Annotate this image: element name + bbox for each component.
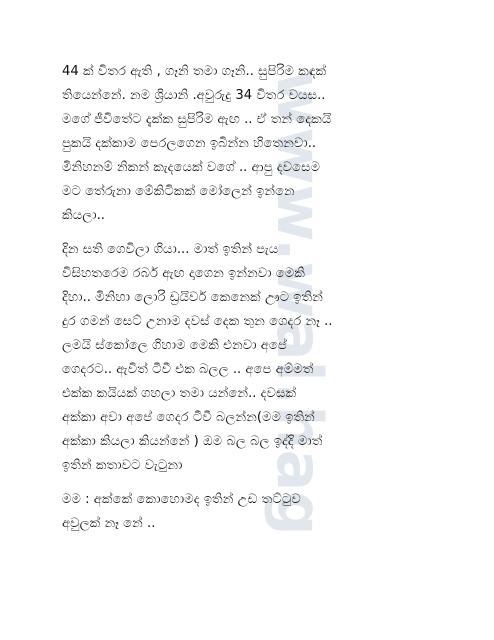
text-line: අවුලක් නෑ නේ .. (62, 516, 156, 531)
text-line: ගෙදරට.. ඇවිත් ටීවී එක බලල .. අපෙ අම්මත් (62, 362, 314, 377)
text-line: ලමයි ස්කෝලෙ ගිහාම මෙකි එනවා අපේ (62, 338, 287, 353)
text-line: අක්කා අවා අපේ ගෙදර ටීවී බලන්න(මම ඉතින් (62, 410, 315, 425)
text-line: මිනිහනම් නිකන් කැදයෙක් වගේ .. ආපු දවසෙම (62, 160, 321, 175)
text-line: 44 ක් විතර ඇති , ගෑනි තමා ගෑනි.. සුපිරිම කඳක් (62, 64, 327, 79)
text-line: කියලා.. (62, 208, 105, 223)
text-line: දුර ගමන් සෙට් උනාම දවස් දෙක තුන ගෙදර නෑ .. (62, 314, 333, 329)
paragraph-2 (62, 238, 434, 478)
text-line: එක්ක කයියක් ගහලා තමා යන්නේ.. දවසක් (62, 386, 297, 401)
text-line: මට තේරුනා මේකිටිකක් මෝලෙන් ඉන්නෙ (62, 184, 295, 199)
story-text (62, 60, 434, 546)
text-line: විසිහතරෙම රබර් ඇඟ දාගෙන ඉන්නවා මෙකි (62, 266, 305, 281)
text-line: තියෙන්නේ. නම ශ්‍රියානි .අවුරුදු 34 විතර වයස.. (62, 88, 326, 103)
text-line: මගේ ජීවිතේට දැක්ක සුපිරිම ඇඟ .. ඒ තන් දෙකයි (62, 112, 332, 127)
text-line: දිහා.. මිනිහා ලොරි ඩ්‍රයිවර් කෙනෙක් ඌට ඉතින් (62, 290, 323, 305)
paragraph-1 (62, 60, 434, 228)
text-line: මම : අක්කේ කොහොමද ඉතින් උඩ තට්ටුව (62, 492, 301, 507)
text-line: පුකයි දක්කාම පෙරලගෙන ඉබින්න හිතෙනවා.. (62, 136, 317, 151)
text-line: දින සති ගෙවිලා ගියා... මාත් ඉතින් පැය (62, 242, 279, 257)
paragraph-3 (62, 488, 434, 536)
text-line: ඉතින් කතාවට වැටුනා (62, 458, 183, 473)
text-line: අක්කා කියලා කියන්නේ ) ඔම බල බල ඉද්දි මාත් (62, 434, 323, 449)
watermark-text: www.wal.hag (263, 70, 336, 536)
